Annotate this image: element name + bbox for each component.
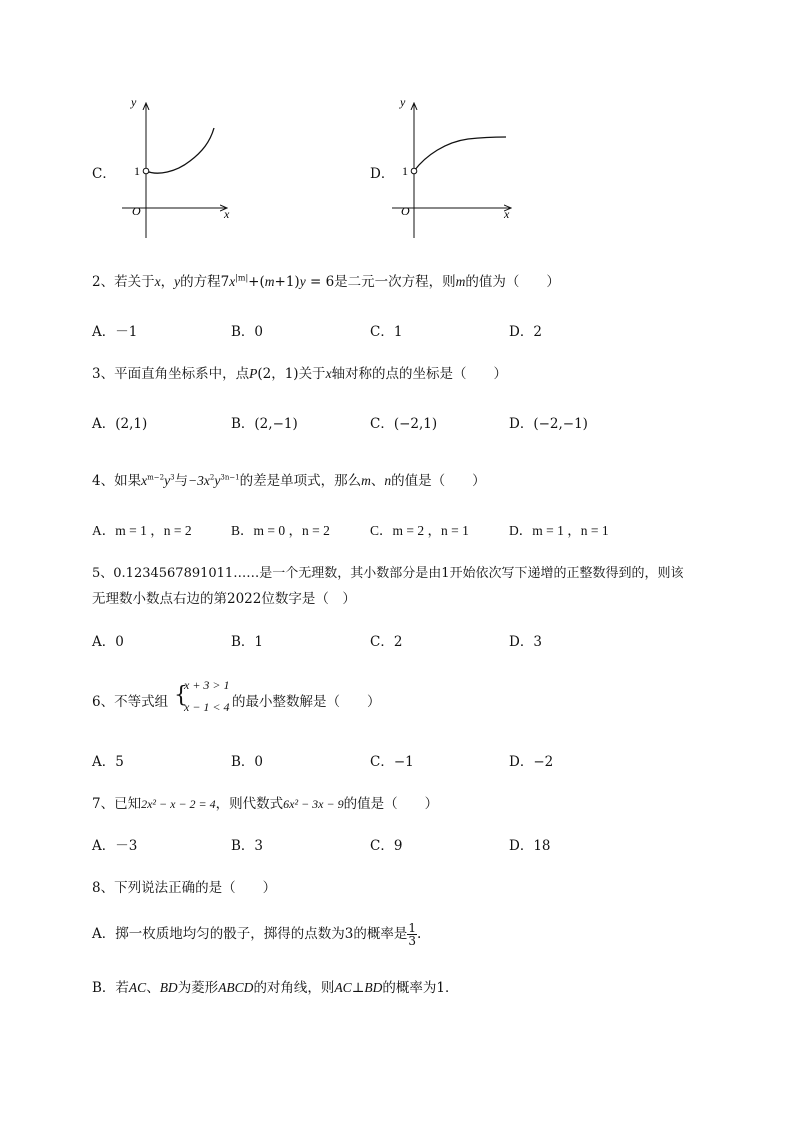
intercept-label: 1 (402, 164, 408, 178)
q5-option-b[interactable]: B．1 (231, 634, 264, 650)
origin-label: O (132, 204, 141, 218)
intercept-label: 1 (134, 164, 140, 178)
open-point (411, 168, 417, 174)
curve-d (414, 137, 506, 171)
q5-option-d[interactable]: D．3 (509, 634, 542, 650)
q7-option-d[interactable]: D．18 (509, 838, 551, 854)
origin-label: O (401, 204, 410, 218)
q3-option-c[interactable]: C．(−2,1) (370, 416, 438, 432)
q7-option-c[interactable]: C．9 (370, 838, 403, 854)
q3-option-d[interactable]: D．(−2,−1) (509, 416, 588, 432)
open-point (143, 168, 149, 174)
question-2-stem: 2、若关于x，y的方程$7x^{|m|}+(m+1)y = 6$是二元一次方程，则m的值为（ ） (92, 273, 560, 290)
q3-option-a[interactable]: A．(2,1) (92, 416, 148, 432)
q2-option-d[interactable]: D．2 (509, 324, 542, 340)
question-7-stem: 7、已知2x² − x − 2 = 4，则代数式6x² − 3x − 9的值是（ ） (92, 796, 439, 812)
q2-option-b[interactable]: B．0 (231, 324, 264, 340)
inequality-1: x + 3 > 1 (184, 678, 230, 692)
q5-option-a[interactable]: A．0 (92, 634, 124, 650)
q8-option-b[interactable]: B．若AC、BD为菱形ABCD的对角线，则AC⊥BD的概率为1． (92, 980, 459, 996)
q7-option-b[interactable]: B．3 (231, 838, 264, 854)
option-c-label: C． (92, 166, 116, 182)
question-5-stem-line2: 无理数小数点右边的第2022位数字是（ ） (92, 591, 356, 607)
fraction: $\frac{1}{3}$ (408, 921, 416, 948)
left-brace: { (174, 683, 188, 708)
q6-option-d[interactable]: D．−2 (509, 754, 554, 770)
q4-option-a[interactable]: A．m = 1 ，n = 2 (92, 523, 192, 538)
question-6-prefix: 6、不等式组 (92, 694, 169, 710)
inequality-2: x − 1 < 4 (184, 700, 230, 714)
curve-c (146, 128, 214, 173)
graph-c (110, 90, 240, 242)
question-3-stem: 3、平面直角坐标系中，点P(2，1)关于x轴对称的点的坐标是（ ） (92, 366, 508, 382)
equation: $7x^{|m|}+(m+1)y = 6$ (220, 273, 335, 290)
option-d-label: D． (370, 166, 395, 182)
q8-option-a[interactable]: A．掷一枚质地均匀的骰子，掷得的点数为3的概率是 $\frac{1}{3}$ . (92, 921, 422, 948)
q6-option-c[interactable]: C．−1 (370, 754, 414, 770)
q7-option-a[interactable]: A．－3 (92, 838, 138, 854)
question-8-stem: 8、下列说法正确的是（ ） (92, 880, 277, 896)
question-4-stem: 4、如果$x^{m-2}y^3$与$-3x^2y^{3n-1}$的差是单项式，那么m、n的值是（ ） (92, 473, 486, 489)
q5-option-c[interactable]: C．2 (370, 634, 403, 650)
q4-option-c[interactable]: C．m = 2 ，n = 1 (370, 523, 469, 538)
q6-option-b[interactable]: B．0 (231, 754, 264, 770)
x-axis-label: x (504, 207, 510, 221)
q4-option-b[interactable]: B．m = 0 ，n = 2 (231, 523, 330, 538)
y-axis-label: y (131, 95, 137, 109)
q2-option-a[interactable]: A．－1 (92, 324, 138, 340)
question-6-suffix: 的最小整数解是（ ） (232, 694, 381, 710)
q4-option-d[interactable]: D．m = 1 ，n = 1 (509, 523, 609, 538)
graph-d (390, 90, 520, 242)
q6-option-a[interactable]: A．5 (92, 754, 124, 770)
x-axis-label: x (224, 207, 230, 221)
q3-option-b[interactable]: B．(2,−1) (231, 416, 298, 432)
y-axis-label: y (400, 95, 406, 109)
question-5-stem-line1: 5、0.1234567891011……是一个无理数，其小数部分是由1开始依次写下递增的正整数得到的，则该 (92, 566, 684, 581)
q2-option-c[interactable]: C．1 (370, 324, 403, 340)
